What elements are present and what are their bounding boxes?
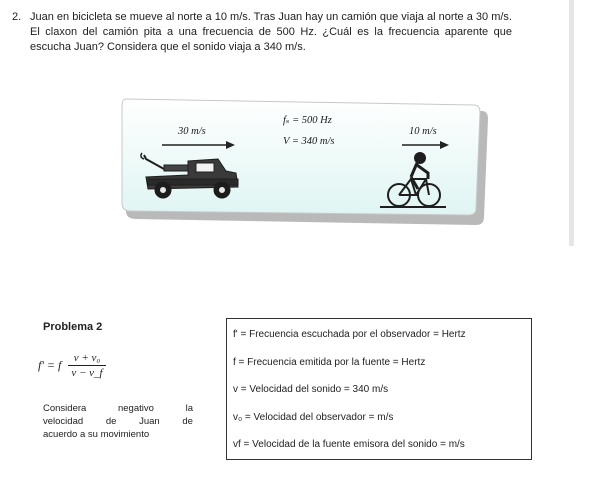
doppler-formula bbox=[38, 345, 106, 385]
definition-source-frequency: f = Frecuencia emitida por la fuente = Hertz bbox=[233, 356, 426, 368]
note-word: la bbox=[185, 403, 193, 414]
source-frequency-label: fₛ = 500 Hz bbox=[283, 115, 332, 126]
definition-sound-speed: v = Velocidad del sonido = 340 m/s bbox=[233, 384, 389, 395]
definition-source-speed: vf = Velocidad de la fuente emisora del sonido = m/s bbox=[233, 439, 465, 450]
note-line-1 bbox=[43, 402, 193, 415]
truck-speed-label: 30 m/s bbox=[178, 126, 206, 137]
problem-number: 2. bbox=[12, 11, 22, 23]
definition-observer-speed: v₀ = Velocidad del observador = m/s bbox=[233, 411, 394, 423]
sound-speed-label: V = 340 m/s bbox=[283, 136, 335, 147]
formula-fraction bbox=[68, 351, 105, 380]
worksheet-title: Problema 2 bbox=[43, 321, 103, 333]
sign-convention-note bbox=[43, 402, 193, 441]
note-line-2 bbox=[43, 415, 193, 428]
definition-observed-frequency: f' = Frecuencia escuchada por el observador = Hertz bbox=[233, 329, 466, 340]
note-word: de bbox=[105, 416, 117, 427]
note-word: Juan bbox=[139, 416, 160, 427]
illustration-panel bbox=[118, 95, 488, 225]
bike-speed-label: 10 m/s bbox=[409, 126, 437, 137]
page-edge-divider bbox=[569, 0, 574, 246]
note-line-3: acuerdo a su movimiento bbox=[43, 429, 150, 440]
formula-denominator: v − v_f bbox=[71, 366, 103, 379]
formula-lhs: f' = f bbox=[38, 357, 62, 372]
note-word: velocidad bbox=[43, 416, 84, 427]
note-word: de bbox=[182, 416, 193, 427]
problem-statement bbox=[12, 10, 512, 55]
note-word: Considera bbox=[43, 403, 87, 414]
note-word: negativo bbox=[117, 403, 154, 414]
formula-numerator: v + v₀ bbox=[73, 351, 101, 364]
problem-text: Juan en bicicleta se mueve al norte a 10 m/s. Tras Juan hay un camión que viaja al norte a 30 m/s. El claxon del camión pita a una frecuencia de 500 Hz. ¿Cuál es la frecuencia aparente que escucha Juan? Considera que el sonido viaja a 340 m/s. bbox=[30, 11, 512, 53]
definitions-box bbox=[226, 318, 532, 460]
